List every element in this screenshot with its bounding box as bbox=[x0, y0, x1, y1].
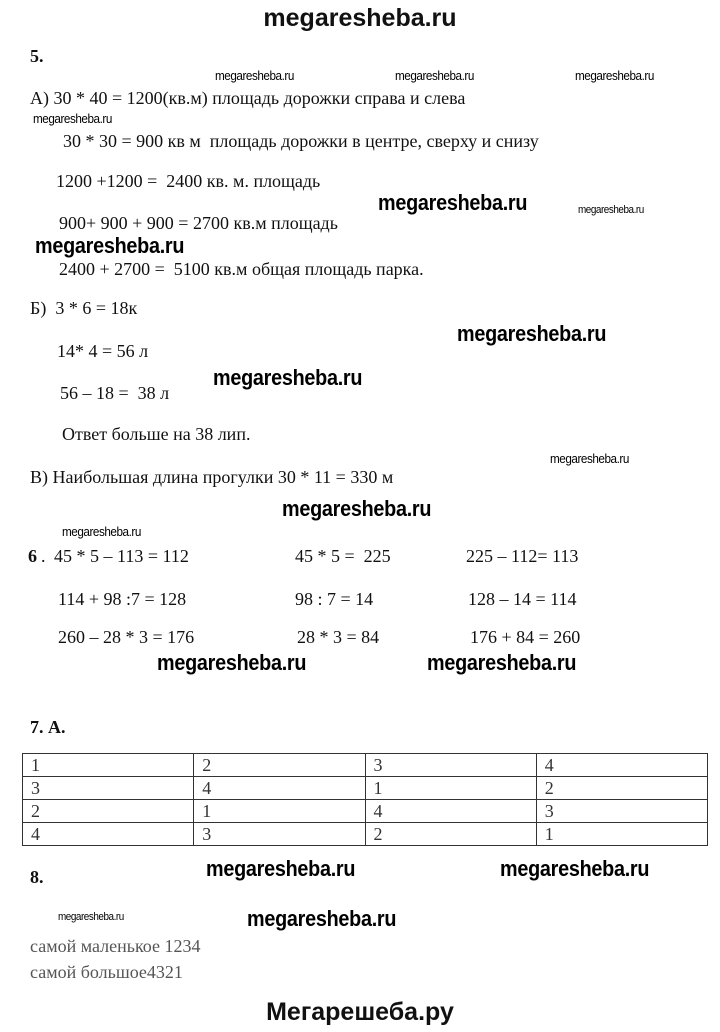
task5-v-line: В) Наибольшая длина прогулки 30 * 11 = 330 м bbox=[30, 467, 394, 487]
table-cell: 4 bbox=[536, 754, 707, 777]
task6-step: 225 – 112= 113 bbox=[466, 546, 579, 566]
task6-expression: 45 * 5 – 113 = 112 bbox=[54, 546, 189, 566]
task6-step: 45 * 5 = 225 bbox=[295, 546, 391, 566]
watermark: megaresheba.ru bbox=[457, 321, 607, 346]
watermark: megaresheba.ru bbox=[247, 906, 397, 931]
site-header: megaresheba.ru bbox=[263, 4, 457, 32]
task5-a-line: 1200 +1200 = 2400 кв. м. площадь bbox=[56, 171, 321, 191]
task5-number: 5. bbox=[30, 46, 44, 66]
watermark: megaresheba.ru bbox=[206, 856, 356, 881]
table-cell: 4 bbox=[194, 777, 365, 800]
table-cell: 3 bbox=[536, 800, 707, 823]
table-cell: 3 bbox=[194, 823, 365, 846]
watermark: megaresheba.ru bbox=[575, 68, 654, 83]
task5-b-line: Б) 3 * 6 = 18к bbox=[30, 298, 138, 318]
task6-number: 6 bbox=[28, 546, 37, 566]
task5-a-line: 2400 + 2700 = 5100 кв.м общая площадь парка. bbox=[59, 259, 424, 279]
task5-b-line: 14* 4 = 56 л bbox=[57, 341, 149, 361]
task5-a-line: 900+ 900 + 900 = 2700 кв.м площадь bbox=[59, 213, 338, 233]
table-cell: 1 bbox=[23, 754, 194, 777]
table-cell: 2 bbox=[194, 754, 365, 777]
watermark: megaresheba.ru bbox=[62, 524, 141, 539]
table-cell: 2 bbox=[536, 777, 707, 800]
watermark: megaresheba.ru bbox=[157, 650, 307, 675]
table-row bbox=[23, 777, 708, 800]
task6-expression: 114 + 98 :7 = 128 bbox=[58, 589, 187, 609]
watermark: megaresheba.ru bbox=[395, 68, 474, 83]
task5-a-line: 30 * 30 = 900 кв м площадь дорожки в центре, сверху и снизу bbox=[63, 131, 539, 151]
table-cell: 2 bbox=[23, 800, 194, 823]
watermark: megaresheba.ru bbox=[213, 365, 363, 390]
table-cell: 3 bbox=[23, 777, 194, 800]
task7-number: 7. А. bbox=[30, 717, 66, 737]
table-cell: 1 bbox=[194, 800, 365, 823]
table-row bbox=[23, 800, 708, 823]
table-cell: 1 bbox=[536, 823, 707, 846]
table-row bbox=[23, 754, 708, 777]
task6-step: 28 * 3 = 84 bbox=[297, 627, 380, 647]
watermark: megaresheba.ru bbox=[578, 204, 644, 216]
watermark: megaresheba.ru bbox=[215, 68, 294, 83]
watermark: megaresheba.ru bbox=[427, 650, 577, 675]
table-cell: 4 bbox=[365, 800, 536, 823]
task8-number: 8. bbox=[30, 867, 44, 887]
task8-line: самой маленькое 1234 bbox=[30, 936, 201, 956]
table-cell: 3 bbox=[365, 754, 536, 777]
watermark: megaresheba.ru bbox=[500, 856, 650, 881]
task6-step: 176 + 84 = 260 bbox=[470, 627, 581, 647]
task6-expression: 260 – 28 * 3 = 176 bbox=[58, 627, 195, 647]
task6-step: 98 : 7 = 14 bbox=[295, 589, 374, 609]
table-cell: 1 bbox=[365, 777, 536, 800]
watermark: megaresheba.ru bbox=[282, 496, 432, 521]
table-row bbox=[23, 823, 708, 846]
task7-table bbox=[22, 753, 708, 846]
watermark: megaresheba.ru bbox=[58, 911, 124, 923]
task8-line: самой большое4321 bbox=[30, 962, 183, 982]
task5-b-line: Ответ больше на 38 лип. bbox=[62, 424, 251, 444]
table-cell: 2 bbox=[365, 823, 536, 846]
task6-step: 128 – 14 = 114 bbox=[468, 589, 577, 609]
task6-dot: . bbox=[41, 546, 46, 566]
watermark: megaresheba.ru bbox=[550, 451, 629, 466]
table-cell: 4 bbox=[23, 823, 194, 846]
watermark: megaresheba.ru bbox=[33, 111, 112, 126]
task5-b-line: 56 – 18 = 38 л bbox=[60, 383, 170, 403]
watermark: megaresheba.ru bbox=[378, 190, 528, 215]
watermark: megaresheba.ru bbox=[35, 233, 185, 258]
task5-a-line: А) 30 * 40 = 1200(кв.м) площадь дорожки справа и слева bbox=[30, 88, 466, 108]
site-footer: Мегарешеба.ру bbox=[266, 998, 454, 1026]
